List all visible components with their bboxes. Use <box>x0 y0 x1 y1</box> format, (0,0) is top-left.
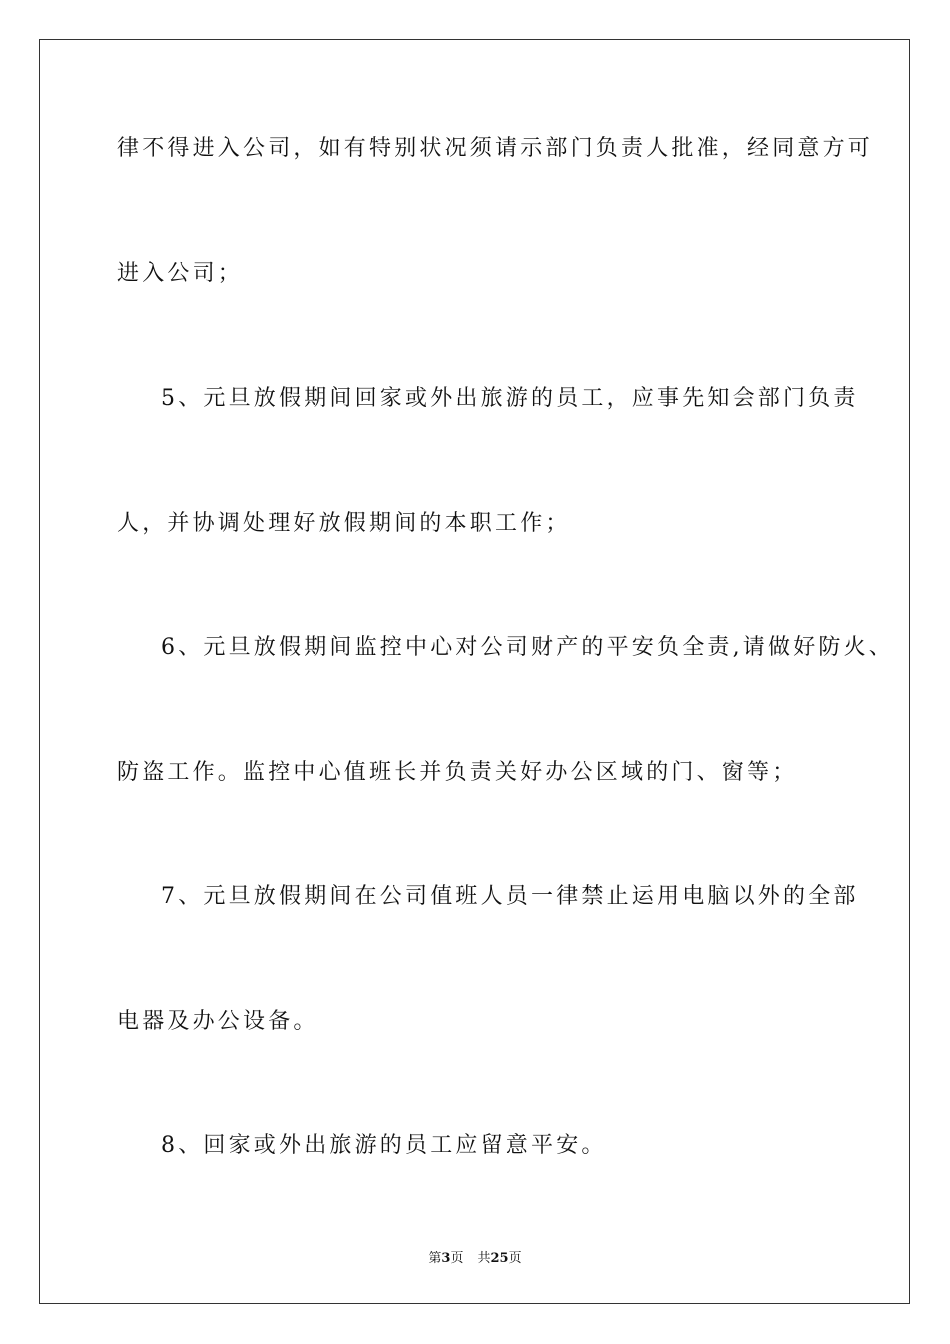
page-footer <box>0 1247 950 1266</box>
paragraph-line: 人，并协调处理好放假期间的本职工作； <box>117 511 571 536</box>
total-pages: 25 <box>490 1251 509 1266</box>
paragraph-line: 防盗工作。监控中心值班长并负责关好办公区域的门、窗等； <box>117 760 798 785</box>
total-prefix: 共 <box>477 1251 491 1266</box>
page-suffix: 页 <box>450 1251 464 1266</box>
paragraph-line: 律不得进入公司，如有特别状况须请示部门负责人批准，经同意方可 <box>117 136 874 161</box>
paragraph-line: 电器及办公设备。 <box>117 1009 319 1034</box>
paragraph-line: 7、元旦放假期间在公司值班人员一律禁止运用电脑以外的全部 <box>161 884 859 909</box>
paragraph-line: 5、元旦放假期间回家或外出旅游的员工，应事先知会部门负责 <box>161 386 859 411</box>
page-frame <box>39 39 910 1304</box>
paragraph-line: 8、回家或外出旅游的员工应留意平安。 <box>161 1133 607 1158</box>
total-suffix: 页 <box>508 1251 522 1266</box>
page-number: 3 <box>441 1251 451 1266</box>
paragraph-line: 6、元旦放假期间监控中心对公司财产的平安负全责,请做好防火、 <box>161 635 894 660</box>
paragraph-line: 进入公司； <box>117 261 244 286</box>
page-prefix: 第 <box>428 1251 442 1266</box>
